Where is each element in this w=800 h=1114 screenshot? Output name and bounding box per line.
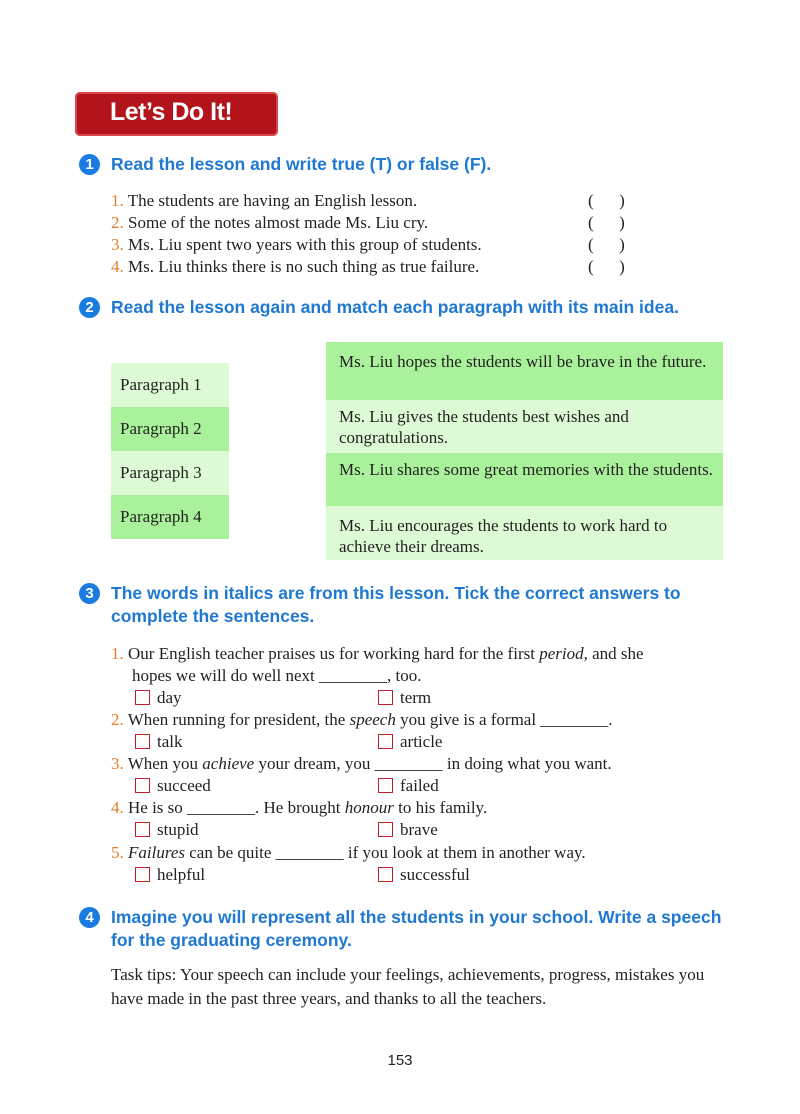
banner-title: Let’s Do It! [110,98,233,126]
task-tips: Task tips: Your speech can include your feelings, achievements, progress, mistakes you have made in the past three years, and thanks to all the teachers. [111,965,705,1008]
q3-item-1: 1. Our English teacher praises us for working hard for the first period, and she [111,644,644,663]
q3-item-3: 3. When you achieve your dream, you ________ in doing what you want. [111,754,612,773]
q1-item-2: 2. Some of the notes almost made Ms. Liu cry. [111,213,429,232]
question-4-badge: 4 [79,907,100,928]
question-2-title: Read the lesson again and match each paragraph with its main idea. [111,297,679,317]
q1-answer-blank-2[interactable]: ( ) [588,213,625,232]
paragraph-box-2[interactable]: Paragraph 2 [111,407,229,451]
q1-answer-blank-4[interactable]: ( ) [588,257,625,276]
q3-item-3-option-a-label: succeed [157,776,211,795]
q3-item-2-option-b-label: article [400,732,443,751]
main-idea-box-3[interactable]: Ms. Liu shares some great memories with the students. [326,453,723,506]
q3-item-1-option-b-label: term [400,688,432,707]
q3-item-2-option-b-checkbox[interactable] [378,734,393,749]
question-3-title: The words in italics are from this lesson. Tick the correct answers to complete the sentences. [111,583,681,626]
q3-item-2-option-a-label: talk [157,732,183,751]
q1-item-1: 1. The students are having an English lesson. [111,191,418,210]
q3-item-2: 2. When running for president, the speech you give is a formal ________. [111,710,613,729]
q3-item-5: 5. Failures can be quite ________ if you look at them in another way. [111,843,586,862]
q3-item-1-option-b-checkbox[interactable] [378,690,393,705]
question-3-badge: 3 [79,583,100,604]
q3-item-3-option-b-checkbox[interactable] [378,778,393,793]
question-4-title: Imagine you will represent all the students in your school. Write a speech for the graduating ceremony. [111,907,722,950]
section-banner [75,92,278,136]
q3-item-1-option-a-label: day [157,688,182,707]
q3-item-4: 4. He is so ________. He brought honour to his family. [111,798,488,817]
paragraph-box-1[interactable]: Paragraph 1 [111,363,229,407]
q3-item-2-option-a-checkbox[interactable] [135,734,150,749]
q3-item-5-option-b-checkbox[interactable] [378,867,393,882]
paragraph-box-3[interactable]: Paragraph 3 [111,451,229,495]
main-idea-box-4[interactable]: Ms. Liu encourages the students to work hard to achieve their dreams. [326,506,723,560]
main-idea-box-2[interactable]: Ms. Liu gives the students best wishes and congratulations. [326,400,723,453]
q3-item-3-option-a-checkbox[interactable] [135,778,150,793]
question-1-title: Read the lesson and write true (T) or false (F). [111,154,492,174]
question-1-badge: 1 [79,154,100,175]
q3-item-4-option-a-label: stupid [157,820,199,839]
q3-item-1-line-2: hopes we will do well next ________, too. [132,666,422,685]
q1-answer-blank-3[interactable]: ( ) [588,235,625,254]
q3-item-4-option-b-checkbox[interactable] [378,822,393,837]
q3-item-5-option-b-label: successful [400,865,470,884]
question-2-badge: 2 [79,297,100,318]
q1-item-3: 3. Ms. Liu spent two years with this group of students. [111,235,482,254]
q1-item-4: 4. Ms. Liu thinks there is no such thing as true failure. [111,257,480,276]
q3-item-1-option-a-checkbox[interactable] [135,690,150,705]
q3-item-4-option-a-checkbox[interactable] [135,822,150,837]
q3-item-3-option-b-label: failed [400,776,439,795]
page-number: 153 [387,1052,413,1069]
q1-answer-blank-1[interactable]: ( ) [588,191,625,210]
q3-item-5-option-a-label: helpful [157,865,206,884]
q3-item-5-option-a-checkbox[interactable] [135,867,150,882]
main-idea-box-1[interactable]: Ms. Liu hopes the students will be brave in the future. [326,342,723,400]
q3-item-4-option-b-label: brave [400,820,438,839]
paragraph-box-4[interactable]: Paragraph 4 [111,495,229,539]
